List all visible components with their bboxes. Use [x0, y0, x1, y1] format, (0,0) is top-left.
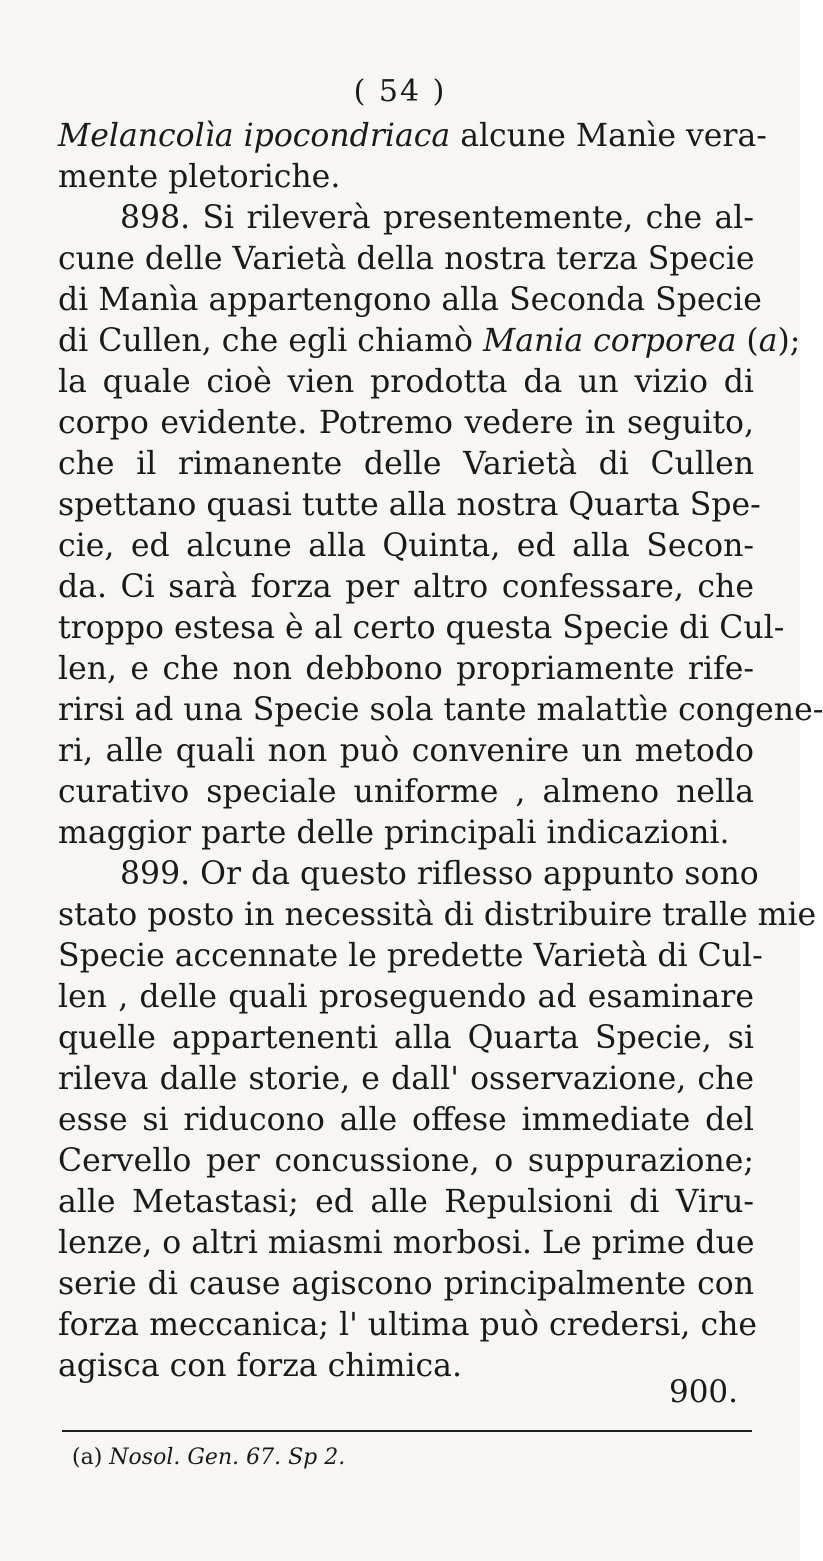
- text-line: quelle appartenenti alla Quarta Specie, si: [58, 1020, 754, 1056]
- text-line: len , delle quali proseguendo ad esaminare: [58, 979, 754, 1015]
- text-line: 899. Or da questo riflesso appunto sono: [120, 856, 759, 892]
- text-line: curativo speciale uniforme , almeno nella: [58, 774, 754, 810]
- footnote-marker: (a): [72, 1445, 103, 1470]
- text-line: ri, alle quali non può convenire un metodo: [58, 733, 754, 769]
- text-line: maggior parte delle principali indicazioni.: [58, 815, 730, 851]
- text-line: che il rimanente delle Varietà di Cullen: [58, 446, 754, 482]
- body-text: [58, 116, 823, 1387]
- footnote-text: Nosol. Gen. 67. Sp 2.: [109, 1445, 346, 1470]
- text-line: Specie accennate le predette Varietà di Cul-: [58, 938, 763, 974]
- footnote: [72, 1440, 345, 1476]
- text-line: esse si riducono alle offese immediate del: [58, 1102, 754, 1138]
- text-line: lenze, o altri miasmi morbosi. Le prime due: [58, 1225, 755, 1261]
- text-line: cune delle Varietà della nostra terza Specie: [58, 241, 755, 277]
- text-line: stato posto in necessità di distribuire tralle mie: [58, 897, 817, 933]
- text-line: forza meccanica; l' ultima può credersi, che: [58, 1307, 758, 1343]
- text-line: corpo evidente. Potremo vedere in seguito,: [58, 405, 754, 441]
- footnote-rule: [62, 1430, 752, 1432]
- italic-text: a: [758, 323, 778, 359]
- italic-text: Melancolìa ipocondriaca: [58, 118, 451, 154]
- text-line: Cervello per concussione, o suppurazione;: [58, 1143, 754, 1179]
- text-line: cie, ed alcune alla Quinta, ed alla Secon-: [58, 528, 754, 564]
- text-line: 898. Si rileverà presentemente, che al-: [120, 200, 754, 236]
- text-span: alcune Manìe vera-: [450, 118, 767, 154]
- text-line: troppo estesa è al certo questa Specie di Cul-: [58, 610, 785, 646]
- text-span: di Cullen, che egli chiamò: [58, 323, 483, 359]
- text-line: len, e che non debbono propriamente rife-: [58, 651, 754, 687]
- text-line: rileva dalle storie, e dall' osservazione, che: [58, 1061, 754, 1097]
- text-line: spettano quasi tutte alla nostra Quarta Spe-: [58, 487, 761, 523]
- text-span: (: [736, 323, 759, 359]
- text-span: );: [777, 323, 801, 359]
- page-number: ( 54 ): [353, 74, 447, 109]
- text-line: alle Metastasi; ed alle Repulsioni di Viru-: [58, 1184, 754, 1220]
- text-line: da. Ci sarà forza per altro confessare, che: [58, 569, 754, 605]
- text-line: la quale cioè vien prodotta da un vizio di: [58, 364, 754, 400]
- catchword: 900.: [668, 1374, 738, 1410]
- text-line: [58, 116, 767, 157]
- text-line: mente pletoriche.: [58, 159, 341, 195]
- text-line: agisca con forza chimica.: [58, 1348, 462, 1384]
- text-line: [58, 321, 801, 362]
- text-line: rirsi ad una Specie sola tante malattìe congene-: [58, 692, 823, 728]
- text-line: di Manìa appartengono alla Seconda Specie: [58, 282, 762, 318]
- italic-text: Mania corporea: [482, 323, 737, 359]
- text-line: serie di cause agiscono principalmente con: [58, 1266, 754, 1302]
